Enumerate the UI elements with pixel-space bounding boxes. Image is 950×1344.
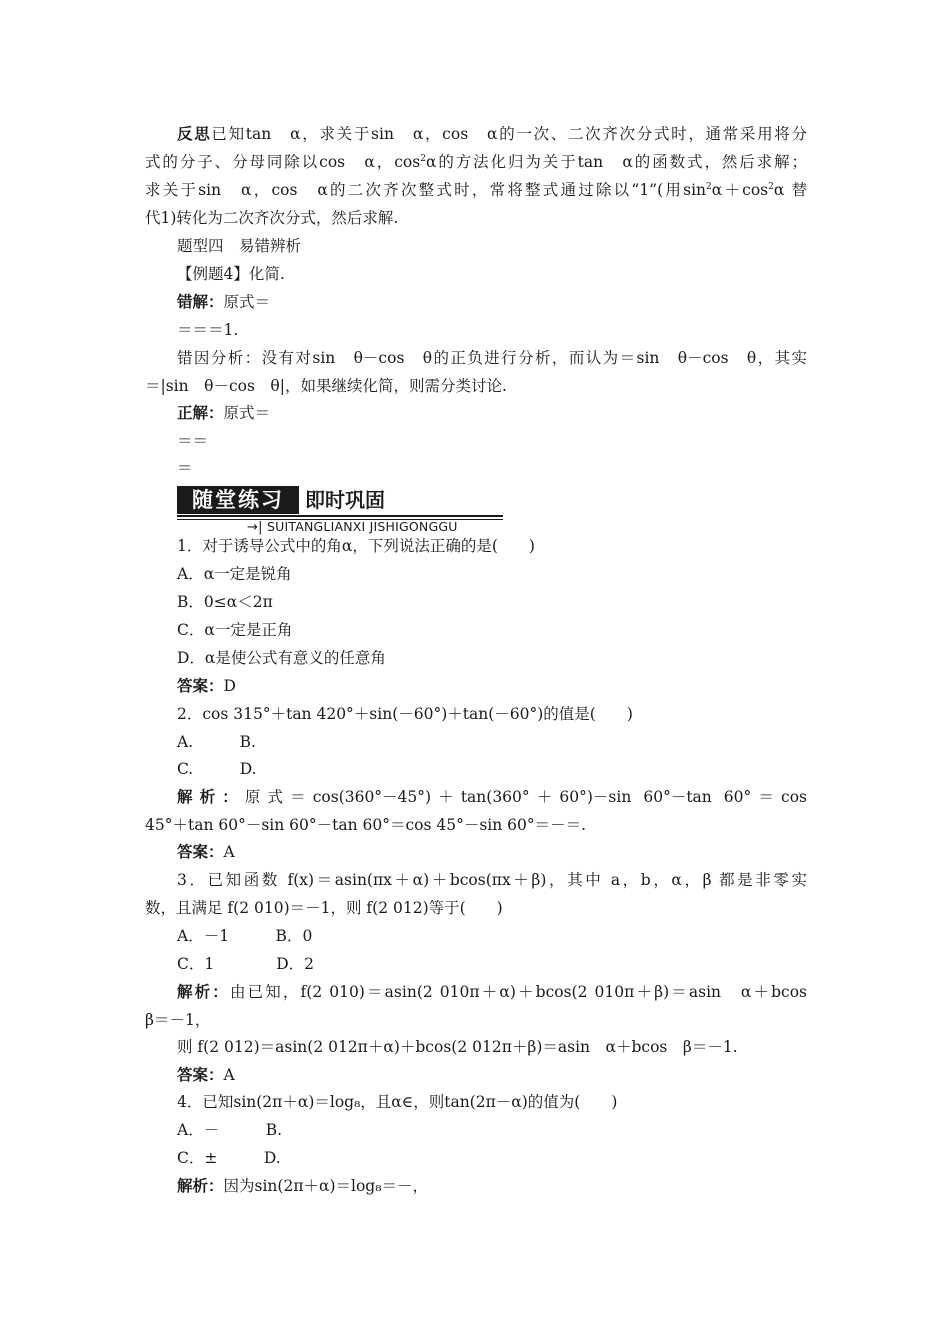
right-label: 正解：: [177, 404, 224, 422]
question-3-analysis-line-1: 解析：由已知，f(2 010)＝asin(2 010π＋α)＋bcos(2 010π＋β)＝asin α＋bcos: [177, 983, 807, 1001]
wrong-solution: 错解：原式＝: [177, 293, 271, 311]
arrow-right-icon: →|: [247, 520, 263, 535]
question-4-analysis: 解析：因为sin(2π＋α)＝log₈＝－，: [177, 1177, 428, 1195]
question-4-options-ab: A．－ B.: [177, 1121, 283, 1139]
question-3-analysis-line-3: 则 f(2 012)＝asin(2 012π＋α)＋bcos(2 012π＋β)＝asin α＋bcos β＝－1.: [177, 1038, 738, 1056]
banner-box: 随堂练习: [177, 486, 299, 514]
analysis-label: 解析：: [177, 1177, 224, 1195]
reflection-line-3: 求关于sin α，cos α的二次齐次整式时，常将整式通过除以“1”(用$\sin^2\alpha+\cos^2\alpha$ 替: [145, 181, 807, 199]
banner-rule: [177, 515, 503, 517]
question-1-option-a: A．α一定是锐角: [177, 565, 292, 583]
right-solution-line-3: ＝: [177, 459, 193, 477]
question-2-analysis-line-2: 45°＋tan 60°－sin 60°－tan 60°＝cos 45°－sin 60°＝－＝.: [145, 816, 587, 834]
question-2-options-ab: A. B.: [177, 733, 256, 751]
reflection-line-2: 式的分子、分母同除以cos α，$\cos^2\alpha$的方法化归为关于tan α的函数式，然后求解；: [145, 153, 808, 171]
question-4: 4．已知sin(2π＋α)＝log₈，且α∈，则tan(2π－α)的值为( ): [177, 1093, 618, 1111]
banner-subtitle: →| SUITANGLIANXI JISHIGONGGU: [247, 519, 458, 535]
question-1: 1．对于诱导公式中的角α，下列说法正确的是( ): [177, 537, 535, 555]
question-3-line-2: 数，且满足 f(2 010)＝－1，则 f(2 012)等于( ): [145, 899, 503, 917]
analysis-label: 解析：: [177, 788, 245, 806]
analysis-label: 解析：: [177, 983, 230, 1001]
question-3-line-1: 3．已知函数 f(x)＝asin(πx＋α)＋bcos(πx＋β)，其中 a，b，α，β 都是非零实: [177, 871, 807, 889]
answer-label: 答案：: [177, 843, 224, 861]
question-3-answer: 答案：A: [177, 1066, 235, 1084]
section-heading: 题型四 易错辨析: [177, 237, 302, 255]
banner-title: 即时巩固: [305, 488, 385, 512]
practice-banner: [177, 486, 507, 534]
wrong-solution-line-2: ＝＝＝1.: [177, 321, 239, 339]
wrong-label: 错解：: [177, 293, 224, 311]
question-1-option-c: C．α一定是正角: [177, 621, 293, 639]
question-2-options-cd: C. D.: [177, 760, 257, 778]
question-1-answer: 答案：D: [177, 677, 236, 695]
reflection-label: 反思: [177, 125, 212, 143]
question-3-options-cd: C．1 D．2: [177, 955, 315, 973]
answer-label: 答案：: [177, 677, 224, 695]
question-2-analysis-line-1: 解析：原式＝cos(360°－45°)＋tan(360°＋60°)－sin 60°－tan 60°＝cos: [177, 788, 807, 806]
right-solution-line-2: ＝＝: [177, 432, 209, 450]
question-2-answer: 答案：A: [177, 843, 235, 861]
question-3-analysis-line-2: β＝－1，: [145, 1011, 211, 1029]
question-1-option-d: D．α是使公式有意义的任意角: [177, 649, 386, 667]
reflection-line-1: 反思已知tan α，求关于sin α，cos α的一次、二次齐次分式时，通常采用将分: [177, 125, 807, 143]
question-4-options-cd: C．± D.: [177, 1149, 281, 1167]
answer-label: 答案：: [177, 1066, 224, 1084]
question-2: 2．cos 315°＋tan 420°＋sin(－60°)＋tan(－60°)的值是( ): [177, 705, 633, 723]
cause-analysis-line-1: 错因分析：没有对sin θ－cos θ的正负进行分析，而认为＝sin θ－cos θ，其实: [177, 349, 807, 367]
reflection-line-4: 代1)转化为二次齐次分式，然后求解.: [145, 209, 399, 227]
example-title: 【例题4】化简.: [177, 265, 285, 283]
question-3-options-ab: A．－1 B．0: [177, 927, 313, 945]
cause-analysis-line-2: ＝|sin θ－cos θ|，如果继续化简，则需分类讨论.: [145, 377, 507, 395]
right-solution: 正解：原式＝: [177, 404, 271, 422]
question-1-option-b: B．0≤α＜2π: [177, 593, 273, 611]
